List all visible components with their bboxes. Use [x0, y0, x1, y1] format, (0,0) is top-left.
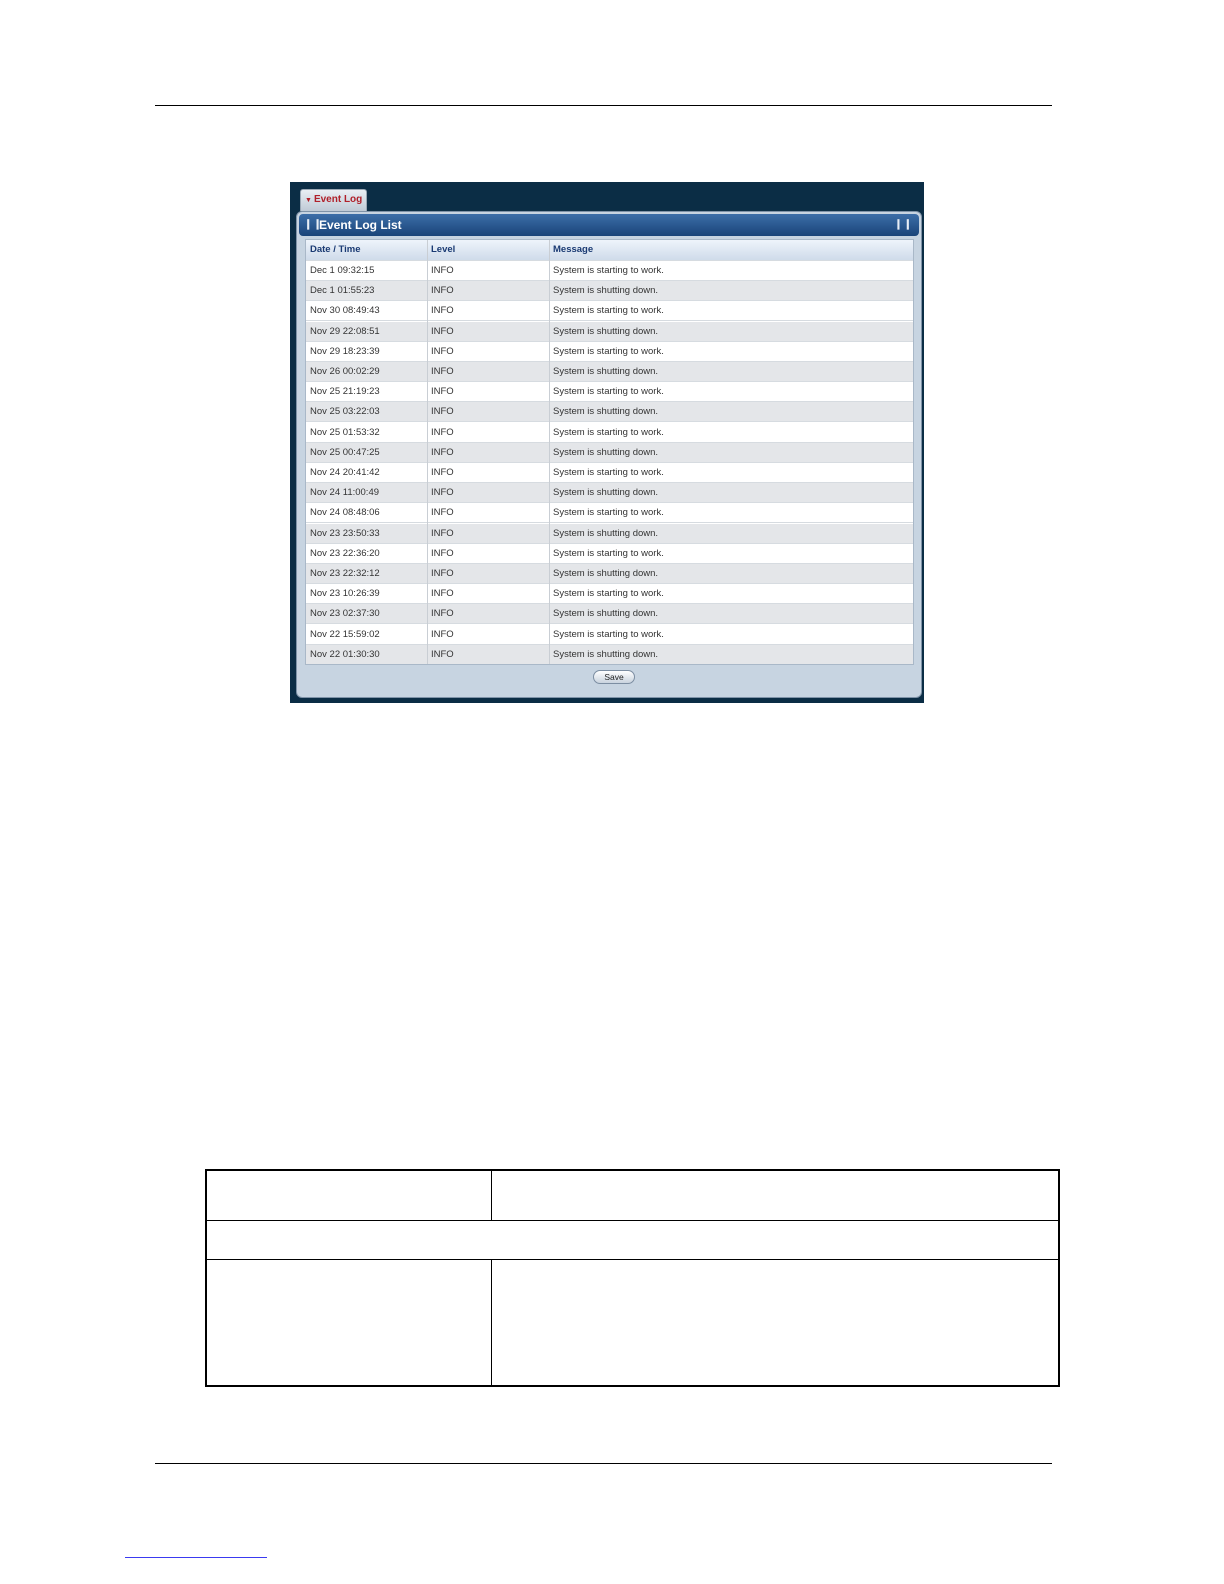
cell-date-time: Nov 23 02:37:30 — [310, 608, 380, 620]
event-log-panel — [296, 211, 922, 698]
table-row[interactable] — [306, 483, 913, 503]
cell-level: INFO — [431, 265, 454, 276]
cell-level: INFO — [431, 345, 454, 357]
cell-level: INFO — [431, 568, 454, 579]
table-row[interactable] — [306, 362, 913, 382]
event-log-table — [305, 239, 914, 665]
cell-date-time: Nov 25 21:19:23 — [310, 386, 380, 398]
cell-message: System is shutting down. — [553, 325, 659, 337]
cell-level: INFO — [431, 487, 454, 499]
table-divider — [207, 1220, 1058, 1221]
cell-message: System is starting to work. — [553, 507, 664, 519]
cell-level: INFO — [431, 547, 454, 559]
column-header-level[interactable]: Level — [431, 244, 456, 255]
table-divider — [491, 1260, 492, 1385]
cell-level: INFO — [431, 406, 454, 418]
cell-level: INFO — [431, 325, 454, 337]
cell-date-time: Nov 24 20:41:42 — [310, 467, 380, 478]
table-row[interactable] — [306, 524, 913, 544]
table-row[interactable] — [306, 382, 913, 402]
parameter-table — [205, 1169, 1060, 1387]
cell-date-time: Dec 1 01:55:23 — [310, 285, 375, 297]
table-row[interactable] — [306, 503, 913, 523]
cell-level: INFO — [431, 285, 454, 297]
chevron-down-icon: ▼ — [305, 197, 312, 204]
cell-message: System is shutting down. — [553, 648, 659, 660]
cell-message: System is shutting down. — [553, 527, 659, 539]
cell-level: INFO — [431, 305, 454, 317]
cell-date-time: Nov 29 18:23:39 — [310, 345, 380, 357]
cell-level: INFO — [431, 628, 454, 640]
cell-level: INFO — [431, 386, 454, 398]
table-divider — [207, 1259, 1058, 1260]
table-row[interactable] — [306, 322, 913, 342]
table-row[interactable] — [306, 423, 913, 443]
cell-message: System is shutting down. — [553, 608, 659, 620]
table-row[interactable] — [306, 443, 913, 463]
cell-date-time: Nov 23 10:26:39 — [310, 588, 380, 600]
column-divider — [549, 240, 550, 665]
table-divider — [491, 1171, 492, 1220]
cell-message: System is starting to work. — [553, 265, 664, 276]
cell-date-time: Nov 30 08:49:43 — [310, 305, 380, 317]
cell-message: System is shutting down. — [553, 446, 659, 458]
event-log-screenshot — [290, 182, 924, 703]
table-row[interactable] — [306, 342, 913, 362]
cell-date-time: Nov 25 00:47:25 — [310, 446, 380, 458]
footer-link-underline — [125, 1557, 267, 1558]
cell-message: System is starting to work. — [553, 345, 664, 357]
cell-message: System is starting to work. — [553, 547, 664, 559]
cell-message: System is starting to work. — [553, 588, 664, 600]
cell-date-time: Nov 25 01:53:32 — [310, 426, 380, 438]
table-row[interactable] — [306, 301, 913, 321]
cell-message: System is starting to work. — [553, 467, 664, 478]
cell-date-time: Nov 25 03:22:03 — [310, 406, 380, 418]
cell-message: System is starting to work. — [553, 386, 664, 398]
tab-event-log-label: Event Log — [313, 194, 363, 205]
column-header-date-time[interactable]: Date / Time — [310, 244, 361, 255]
table-row[interactable] — [306, 261, 913, 281]
cell-level: INFO — [431, 426, 454, 438]
cell-message: System is shutting down. — [553, 366, 659, 377]
panel-header — [299, 214, 919, 236]
table-row[interactable] — [306, 604, 913, 624]
column-header-message[interactable]: Message — [553, 244, 594, 255]
header-rule — [155, 105, 1052, 106]
cell-date-time: Nov 26 00:02:29 — [310, 366, 380, 377]
cell-level: INFO — [431, 648, 454, 660]
save-button[interactable]: Save — [593, 670, 635, 684]
cell-message: System is starting to work. — [553, 305, 664, 317]
cell-date-time: Nov 24 08:48:06 — [310, 507, 380, 519]
panel-title: Event Log List — [319, 218, 402, 232]
cell-level: INFO — [431, 608, 454, 620]
cell-message: System is shutting down. — [553, 285, 659, 297]
cell-message: System is starting to work. — [553, 628, 664, 640]
table-row[interactable] — [306, 463, 913, 483]
cell-date-time: Nov 22 15:59:02 — [310, 628, 380, 640]
cell-date-time: Nov 23 22:32:12 — [310, 568, 380, 579]
grip-icon: ❙❙ — [894, 219, 913, 230]
tab-event-log[interactable] — [300, 189, 367, 211]
table-row[interactable] — [306, 544, 913, 564]
cell-date-time: Dec 1 09:32:15 — [310, 265, 375, 276]
table-row[interactable] — [306, 402, 913, 422]
table-row[interactable] — [306, 645, 913, 665]
footer-rule — [155, 1463, 1052, 1464]
cell-message: System is starting to work. — [553, 426, 664, 438]
cell-level: INFO — [431, 588, 454, 600]
cell-level: INFO — [431, 366, 454, 377]
cell-date-time: Nov 23 22:36:20 — [310, 547, 380, 559]
cell-message: System is shutting down. — [553, 487, 659, 499]
cell-message: System is shutting down. — [553, 568, 659, 579]
cell-date-time: Nov 24 11:00:49 — [310, 487, 380, 499]
grip-icon: ❙❙ — [304, 219, 323, 230]
table-header-row — [306, 240, 913, 261]
cell-level: INFO — [431, 527, 454, 539]
table-row[interactable] — [306, 564, 913, 584]
table-row[interactable] — [306, 281, 913, 301]
cell-date-time: Nov 22 01:30:30 — [310, 648, 380, 660]
table-row[interactable] — [306, 625, 913, 645]
table-row[interactable] — [306, 584, 913, 604]
cell-date-time: Nov 23 23:50:33 — [310, 527, 380, 539]
cell-level: INFO — [431, 467, 454, 478]
cell-date-time: Nov 29 22:08:51 — [310, 325, 380, 337]
column-divider — [427, 240, 428, 665]
cell-level: INFO — [431, 446, 454, 458]
cell-message: System is shutting down. — [553, 406, 659, 418]
cell-level: INFO — [431, 507, 454, 519]
